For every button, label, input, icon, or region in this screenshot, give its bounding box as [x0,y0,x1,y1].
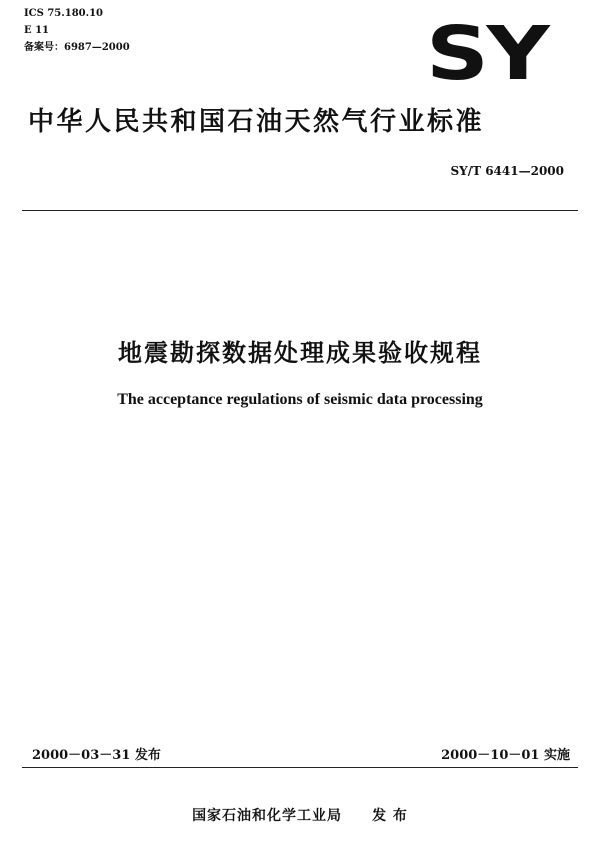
publisher-name: 国家石油和化学工业局 [192,808,343,824]
ccs-number: E 11 [24,25,50,36]
standard-code: SY/T 6441—2000 [450,164,564,178]
publisher-line [0,806,600,826]
document-title-en: The acceptance regulations of seismic data processing [117,391,483,408]
standard-category-title: 中华人民共和国石油天然气行业标准 [28,107,485,137]
implementation-date: 2000－10－01 实施 [441,748,570,763]
publisher-action: 发 布 [372,808,408,824]
record-number: 备案号：6987—2000 [24,42,130,53]
top-divider [22,210,578,211]
sy-logo: SY [426,11,548,97]
bottom-divider [22,767,578,768]
ics-number: ICS 75.180.10 [24,8,104,19]
issue-date: 2000－03－31 发布 [32,748,161,763]
document-title-cn: 地震勘探数据处理成果验收规程 [118,339,482,367]
